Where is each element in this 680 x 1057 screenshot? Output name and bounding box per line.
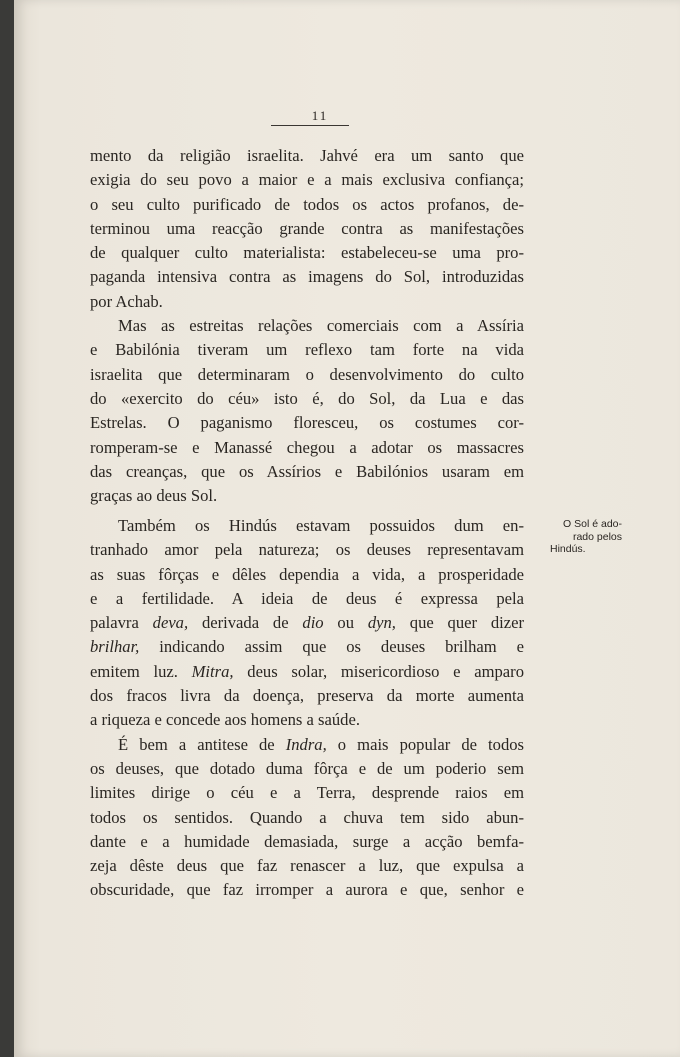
text-line: todos os sentidos. Quando a chuva tem sido abun-: [90, 807, 524, 827]
italic-term-deva: deva,: [152, 613, 189, 633]
text-block-hindus: [90, 514, 524, 903]
text-line: as suas fôrças e dêles dependia a vida, a prosperidade: [90, 564, 524, 584]
text-line: e Babilónia tiveram um reflexo tam forte na vida: [90, 340, 524, 360]
paragraph-indra: [90, 733, 524, 903]
text-line: obscuridade, que faz irromper a aurora e que, senhor e: [90, 880, 524, 900]
text-line: por Achab.: [90, 291, 163, 311]
text-line: mento da religião israelita. Jahvé era um santo que: [90, 146, 524, 165]
margin-note-line: O Sol é ado-: [563, 518, 622, 530]
text-fragment: que quer dizer: [395, 613, 525, 633]
book-page: [14, 0, 680, 1057]
text-line: de qualquer culto materialista: estabeleceu-se uma pro-: [90, 243, 524, 263]
text-line: zeja dêste deus que faz renascer a luz, que expulsa a: [90, 856, 524, 876]
text-line: romperam-se e Manassé chegou a adotar os massacres: [90, 437, 524, 457]
italic-term-dyn: dyn,: [367, 613, 396, 633]
text-block-israel: [90, 144, 524, 508]
italic-term-brilhar: brilhar,: [90, 637, 140, 657]
italic-term-indra: Indra,: [285, 734, 327, 754]
header-rule: [271, 125, 349, 126]
text-fragment: derivada de: [188, 613, 303, 633]
text-line: dante e a humidade demasiada, surge a acção bemfa-: [90, 831, 524, 851]
text-line: [90, 611, 524, 635]
text-line: Estrelas. O paganismo floresceu, os costumes cor-: [90, 413, 524, 433]
italic-term-dio: dio: [302, 613, 324, 633]
text-line: Mas as estreitas relações comerciais com a Assíria: [118, 316, 524, 336]
text-line: e a fertilidade. A ideia de deus é expressa pela: [90, 588, 524, 608]
text-line: o seu culto purificado de todos os actos profanos, de-: [90, 194, 524, 214]
text-fragment: É bem a antitese de: [118, 734, 286, 754]
text-line: Também os Hindús estavam possuidos dum en-: [118, 516, 524, 535]
text-line: dos fracos livra da doença, preserva da morte aumenta: [90, 686, 524, 706]
text-fragment: ou: [323, 613, 368, 633]
text-line: graças ao deus Sol.: [90, 486, 218, 506]
margin-note-line: rado pelos: [572, 530, 622, 543]
paragraph-assiria: [90, 314, 524, 508]
text-line: das creanças, que os Assírios e Babilónios usaram em: [90, 461, 524, 481]
text-line: israelita que determinaram o desenvolvimento do culto: [90, 364, 524, 384]
text-line: [90, 660, 524, 684]
text-line: terminou uma reacção grande contra as manifestações: [90, 218, 524, 238]
text-fragment: emitem luz.: [90, 661, 192, 681]
text-line: [90, 635, 524, 659]
text-fragment: palavra: [90, 613, 153, 633]
text-line: limites dirige o céu e a Terra, desprende raios em: [90, 783, 524, 803]
text-fragment: o mais popular de todos: [326, 734, 524, 754]
page-number: 11: [311, 108, 329, 123]
paragraph-hindus: [90, 514, 524, 733]
text-line: os deuses, que dotado duma fôrça e de um poderio sem: [90, 758, 524, 778]
text-line: paganda intensiva contra as imagens do Sol, introduzidas: [90, 267, 524, 287]
italic-term-mitra: Mitra,: [191, 661, 234, 681]
text-line: a riqueza e concede aos homens a saúde.: [90, 710, 360, 730]
text-line: [90, 733, 524, 757]
text-line: do «exercito do céu» isto é, do Sol, da Lua e das: [90, 388, 524, 408]
text-fragment: deus solar, misericordioso e amparo: [233, 661, 524, 681]
paragraph-jahve: [90, 144, 524, 314]
text-line: tranhado amor pela natureza; os deuses representavam: [90, 540, 524, 560]
margin-note-line: Hindús.: [550, 543, 586, 555]
text-line: exigia do seu povo a maior e a mais exclusiva confiança;: [90, 170, 524, 190]
text-fragment: indicando assim que os deuses brilham e: [139, 637, 524, 657]
margin-note: [536, 518, 622, 556]
